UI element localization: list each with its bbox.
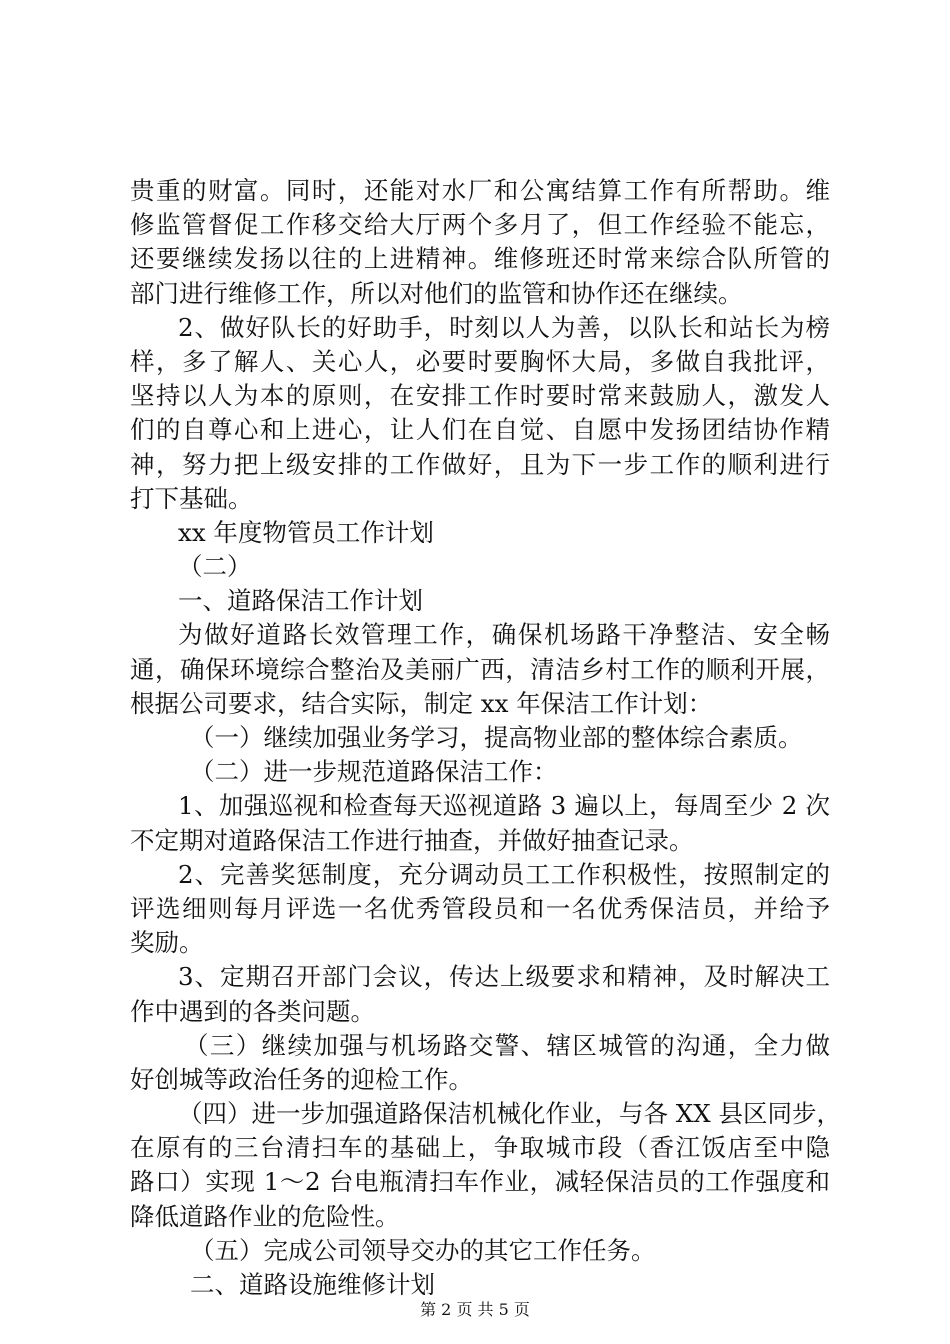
text-line: 还要继续发扬以往的上进精神。维修班还时常来综合队所管的: [130, 244, 830, 274]
section-heading: （二）: [178, 552, 252, 582]
text-line: 坚持以人为本的原则，在安排工作时要时常来鼓励人，激发人: [130, 381, 830, 411]
text-line: 1、加强巡视和检查每天巡视道路 3 遍以上，每周至少 2 次: [178, 791, 830, 821]
page-number-footer: 第 2 页 共 5 页: [420, 1300, 530, 1319]
text-line: 样，多了解人、关心人，必要时要胸怀大局，多做自我批评，: [130, 346, 830, 376]
text-line: 根据公司要求，结合实际，制定 xx 年保洁工作计划：: [130, 688, 713, 718]
text-line: 在原有的三台清扫车的基础上，争取城市段（香江饭店至中隐: [130, 1133, 830, 1163]
text-line: 贵重的财富。同时，还能对水厂和公寓结算工作有所帮助。维: [130, 176, 830, 205]
text-line: （五）完成公司领导交办的其它工作任务。: [190, 1235, 656, 1265]
text-line: 2、完善奖惩制度，充分调动员工工作积极性，按照制定的: [178, 859, 830, 889]
text-line: （三）继续加强与机场路交警、辖区城管的沟通，全力做: [184, 1030, 830, 1060]
document-body: [130, 174, 841, 1302]
text-line: （一）继续加强业务学习，提高物业部的整体综合素质。: [190, 723, 803, 752]
text-line: （四）进一步加强道路保洁机械化作业，与各 XX 县区同步，: [178, 1099, 841, 1129]
text-line: 作中遇到的各类问题。: [130, 996, 375, 1026]
text-line: （二）进一步规范道路保洁工作：: [190, 757, 558, 787]
text-line: 神，努力把上级安排的工作做好，且为下一步工作的顺利进行: [130, 449, 830, 479]
text-line: 降低道路作业的危险性。: [130, 1201, 400, 1231]
text-line: 部门进行维修工作，所以对他们的监管和协作还在继续。: [130, 278, 743, 308]
text-line: 为做好道路长效管理工作，确保机场路干净整洁、安全畅: [178, 620, 830, 650]
text-line: 2、做好队长的好助手，时刻以人为善，以队长和站长为榜: [178, 312, 830, 342]
text-line: 评选细则每月评选一名优秀管段员和一名优秀保洁员，并给予: [130, 893, 830, 923]
text-line: 3、定期召开部门会议，传达上级要求和精神，及时解决工: [178, 962, 830, 992]
text-line: 路口）实现 1～2 台电瓶清扫车作业，减轻保洁员的工作强度和: [130, 1167, 830, 1197]
section-heading: 一、道路保洁工作计划: [178, 586, 423, 616]
text-line: 不定期对道路保洁工作进行抽查，并做好抽查记录。: [130, 825, 694, 855]
text-line: 通，确保环境综合整治及美丽广西，清洁乡村工作的顺利开展，: [130, 654, 830, 684]
section-heading: 二、道路设施维修计划: [190, 1270, 435, 1299]
section-heading: xx 年度物管员工作计划: [178, 517, 434, 547]
text-line: 们的自尊心和上进心，让人们在自觉、自愿中发扬团结协作精: [130, 415, 830, 445]
text-line: 打下基础。: [130, 483, 253, 513]
text-line: 修监管督促工作移交给大厅两个多月了，但工作经验不能忘，: [130, 210, 830, 240]
text-line: 奖励。: [130, 928, 204, 958]
text-line: 好创城等政治任务的迎检工作。: [130, 1064, 473, 1094]
